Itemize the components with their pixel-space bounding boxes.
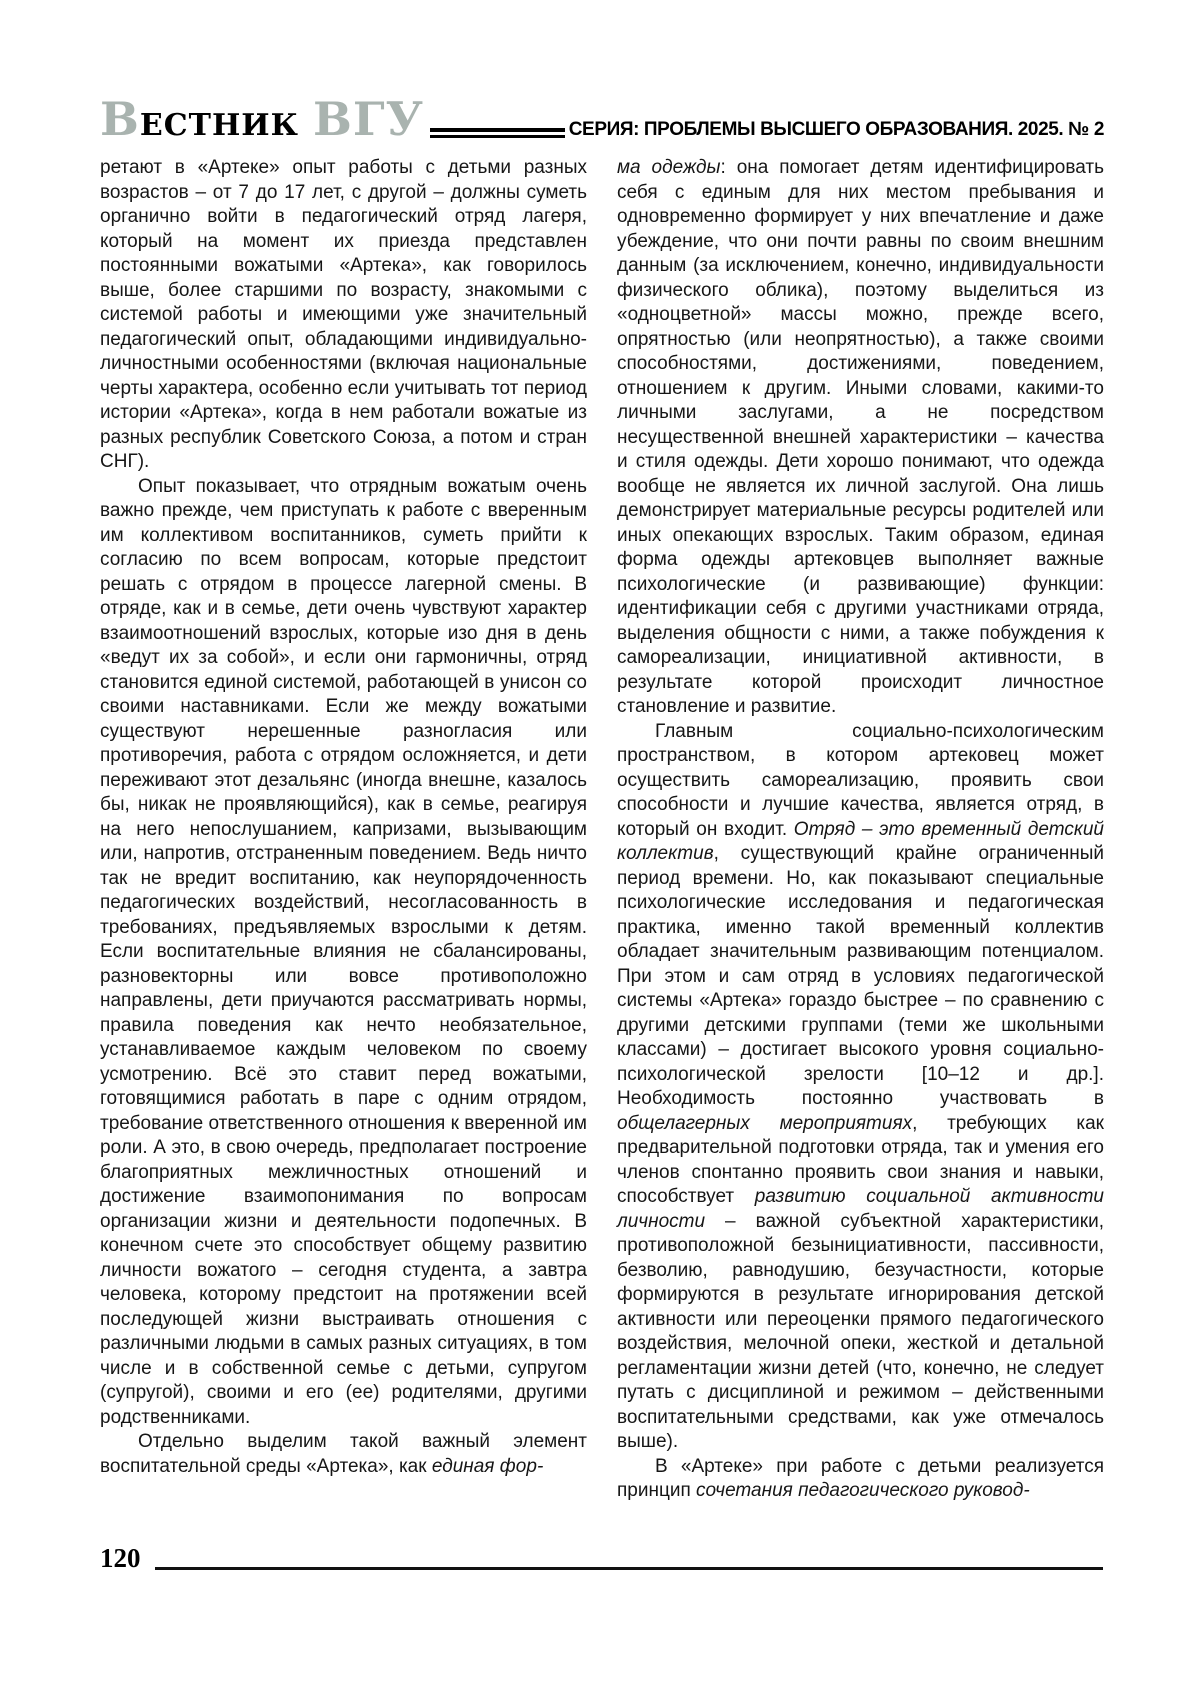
header-double-rule	[430, 128, 565, 138]
text-segment: В «Артеке» при работе с детьми реализуется принцип	[617, 1455, 1104, 1501]
paragraph	[617, 1455, 1104, 1504]
italic-text-segment: ма одежды	[617, 157, 721, 178]
footer-rule	[155, 1567, 1104, 1570]
journal-logo-initial: В	[100, 92, 140, 146]
journal-logo-rest: ЕСТНИК	[139, 108, 299, 143]
paragraph	[100, 475, 587, 1431]
italic-text-segment: единая фор-	[431, 1455, 544, 1477]
italic-text-segment: общелагерных мероприятиях	[617, 1112, 913, 1134]
italic-text-segment: сочетания педагогического руковод-	[696, 1480, 1030, 1501]
text-segment: , существующий крайне ограниченный период времени. Но, как показывают специальные психологические исследования и педагогическая практика, именно такой временный коллектив обладает значительным развивающим потенциалом. При этом и сам отряд в условиях педагогической системы «Артека» гораздо быстрее – по сравнению с другими детскими группами (теми же школьными классами) – достигает высокого уровня социально-психологической зрелости [10–12 и др.]. Необходимость постоянно участвовать в	[617, 843, 1104, 1109]
page-footer	[100, 1545, 1103, 1572]
text-segment: Опыт показывает, что отрядным вожатым очень важно прежде, чем приступать к работе с вверенным им коллективом воспитанников, суметь прийти к согласию по всем вопросам, которые предстоит решать с отрядом в процессе лагерной смены. В отряде, как и в семье, дети очень чувствуют характер взаимоотношений взрослых, которые изо дня в день «ведут их за собой», и если они гармоничны, отряд становится единой системой, работающей в унисон со своими наставниками. Если же между вожатыми существуют нерешенные разногласия или противоречия, работа с отрядом осложняется, и дети переживают этот дезальянс (иногда внешне, казалось бы, никак не проявляющийся), как в семье, реагируя на него непослушанием, капризами, вызывающим или, напротив, отстраненным поведением. Ведь ничто так не вредит воспитанию, как неупорядоченность педагогических воздействий, несогласованность в требованиях, предъявляемых взрослыми к детям. Если воспитательные влияния не сбалансированы, разновекторны или вовсе противоположно направлены, дети приучаются рассматривать нормы, правила поведения как нечто необязательное, устанавливаемое каждым человеком по своему усмотрению. Всё это ставит перед вожатыми, готовящимися работать в паре с одним отрядом, требование ответственного отношения к вверенной им роли. А это, в свою очередь, предполагает построение благоприятных межличностных отношений и достижение взаимопонимания по вопросам организации жизни и деятельности подопечных. В конечном счете это способствует общему развитию личности вожатого – сегодня студента, а завтра человека, которому предстоит на протяжении всей последующей жизни выстраивать отношения с различными людьми в самых разных ситуациях, в том числе и в собственной семье с детьми, супругом (супругой), своими и его (ее) родителями, другими родственниками.	[100, 475, 587, 1428]
text-segment: – важной субъектной характеристики, противоположной безынициативности, пассивности, безволию, равнодушию, безучастности, которые формируются в результате игнорирования детской активности или переоценки прямого педагогического воздействия, мелочной опеки, жесткой и детальной регламентации жизни детей (что, конечно, не следует путать с дисциплиной и режимом – действенными воспитательными средствами, как уже отмечалось выше).	[617, 1210, 1104, 1452]
page-header	[100, 92, 1104, 146]
text-segment: , требующих как предварительной подготовки отряда, так и умения его членов спонтанно проявить свои знания и навыки, способствует	[617, 1112, 1104, 1207]
italic-text-segment: Отряд – это временный детский коллектив	[617, 818, 1104, 864]
paragraph	[617, 156, 1104, 720]
journal-logo	[100, 92, 424, 146]
text-column-right	[617, 156, 1104, 1504]
paragraph	[617, 720, 1104, 1455]
text-segment: ретают в «Артеке» опыт работы с детьми разных возрастов – от 7 до 17 лет, с другой – должны суметь органично войти в педагогический отряд лагеря, который на момент их приезда представлен постоянными вожатыми «Артека», как говорилось выше, более старшими по возрасту, знакомыми с системой работы и имеющими уже значительный педагогический опыт, обладающими индивидуально-личностными особенностями (включая национальные черты характера, особенно если учитывать тот период истории «Артека», когда в нем работали вожатые из разных республик Советского Союза, а потом и стран СНГ).	[100, 157, 587, 472]
page-number: 120	[100, 1543, 141, 1573]
text-segment: Отдельно выделим такой важный элемент воспитательной среды «Артека», как	[100, 1431, 587, 1477]
series-title: СЕРИЯ: ПРОБЛЕМЫ ВЫСШЕГО ОБРАЗОВАНИЯ. 2025. № 2	[568, 119, 1104, 140]
journal-logo-abbr: ВГУ	[312, 92, 424, 146]
paragraph	[100, 156, 587, 475]
italic-text-segment: развитию социальной активности личности	[617, 1186, 1104, 1232]
paragraph	[100, 1430, 587, 1479]
text-segment: : она помогает детям идентифицировать себя с единым для них местом пребывания и одновременно формирует у них впечатление и даже убеждение, что они почти равны по своим внешним данным (за исключением, конечно, индивидуальности физического облика), поэтому выделиться из «одноцветной» массы можно, прежде всего, опрятностью (или неопрятностью), а также своими способностями, достижениями, поведением, отношением к другим. Иными словами, какими-то личными заслугами, а не посредством несущественной внешней характеристики – качества и стиля одежды. Дети хорошо понимают, что одежда вообще не является их личной заслугой. Она лишь демонстрирует материальные ресурсы родителей или иных опекающих взрослых. Таким образом, единая форма одежды артековцев выполняет важные психологические (и развивающие) функции: идентификации себя с другими участниками отряда, выделения общности с ними, а также побуждения к самореализации, инициативной активности, в результате которой происходит личностное становление и развитие.	[617, 157, 1104, 717]
text-segment: Главным социально-психологическим пространством, в котором артековец может осуществить самореализацию, проявить свои способности и лучшие качества, является отряд, в который он входит.	[617, 720, 1104, 840]
text-column-left	[100, 156, 587, 1504]
article-body	[100, 156, 1104, 1504]
